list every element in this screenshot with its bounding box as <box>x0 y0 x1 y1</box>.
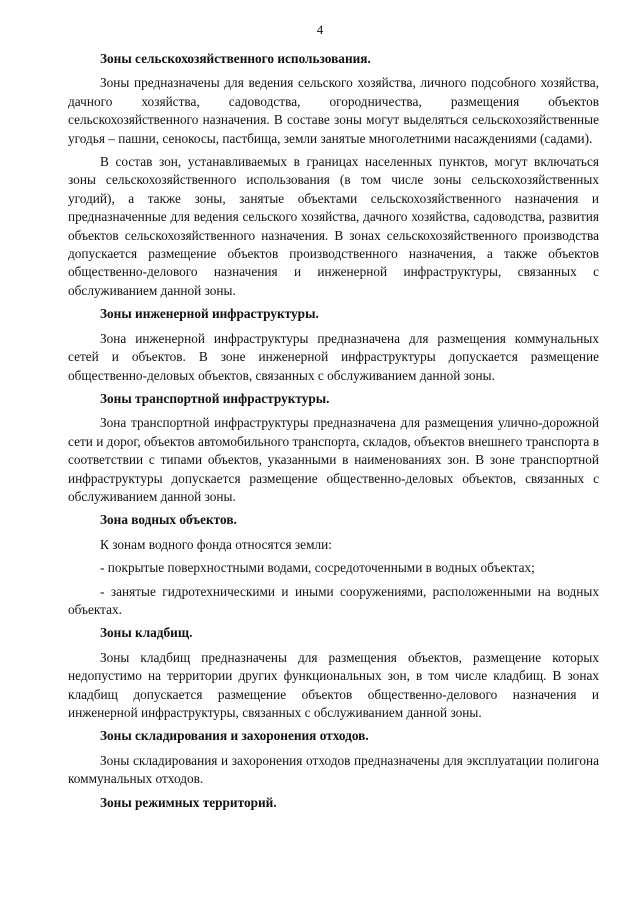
section-restricted <box>68 794 599 812</box>
paragraph: Зоны кладбищ предназначены для размещения объектов, размещение которых недопустимо на территории других функциональных зон, в том числе кладбищ. В зонах кладбищ допускается размещение объектов общественно-делового назначения и инженерной инфраструктуры, связанных с обслуживанием данной зоны. <box>68 649 599 720</box>
page-number: 4 <box>316 22 324 37</box>
list-item: - занятые гидротехническими и иными сооружениями, расположенными на водных объектах. <box>68 583 599 617</box>
paragraph: Зоны предназначены для ведения сельского хозяйства, личного подсобного хозяйства, дачного хозяйства, садоводства, огородничества, размещения объектов сельскохозяйственного назначения. В составе зоны могут выделяться сельскохозяйственные угодья – пашни, сенокосы, пастбища, земли занятые многолетними насаждениями (садами). <box>68 75 599 146</box>
paragraph: К зонам водного фонда относятся земли: <box>100 536 332 552</box>
section-transport <box>68 390 599 506</box>
section-heading: Зоны кладбищ. <box>100 625 193 641</box>
section-heading: Зона водных объектов. <box>100 512 237 528</box>
document-body <box>68 50 599 818</box>
section-heading: Зоны режимных территорий. <box>100 794 277 810</box>
paragraph: Зона транспортной инфраструктуры предназначена для размещения улично-дорожной сети и дорог, объектов автомобильного транспорта, складов, объектов внешнего транспорта в соответствии с типами объектов, указанными в наименованиях зон. В зоне транспортной инфраструктуры допускается размещение общественно-деловых объектов, связанных с обслуживанием данной зоны. <box>68 415 599 504</box>
section-agricultural <box>68 50 599 300</box>
list-item: - покрытые поверхностными водами, сосредоточенными в водных объектах; <box>100 560 535 576</box>
section-cemeteries <box>68 624 599 722</box>
paragraph: Зона инженерной инфраструктуры предназначена для размещения коммунальных сетей и объектов. В зоне инженерной инфраструктуры допускается размещение общественно-деловых объектов, связанных с обслуживанием данной зоны. <box>68 330 599 383</box>
section-heading: Зоны инженерной инфраструктуры. <box>100 306 319 322</box>
section-heading: Зоны транспортной инфраструктуры. <box>100 390 330 406</box>
section-heading: Зоны сельскохозяйственного использования. <box>100 51 371 66</box>
section-waste <box>68 727 599 788</box>
paragraph: В состав зон, устанавливаемых в границах населенных пунктов, могут включаться зоны сельскохозяйственного использования (в том числе зоны сельскохозяйственных угодий), а также зоны, занятые объектами сельскохозяйственного назначения и предназначенные для ведения сельского хозяйства, дачного хозяйства, садоводства, развития объектов сельскохозяйственного назначения. В зонах сельскохозяйственного производства допускается размещение объектов производственного назначения, а также объектов общественно-делового назначения и инженерной инфраструктуры, связанных с обслуживанием данной зоны. <box>68 154 599 298</box>
paragraph: Зоны складирования и захоронения отходов предназначены для эксплуатации полигона коммунальных отходов. <box>68 752 599 787</box>
section-water <box>68 511 599 619</box>
section-engineering <box>68 305 599 385</box>
section-heading: Зоны складирования и захоронения отходов. <box>100 728 369 744</box>
